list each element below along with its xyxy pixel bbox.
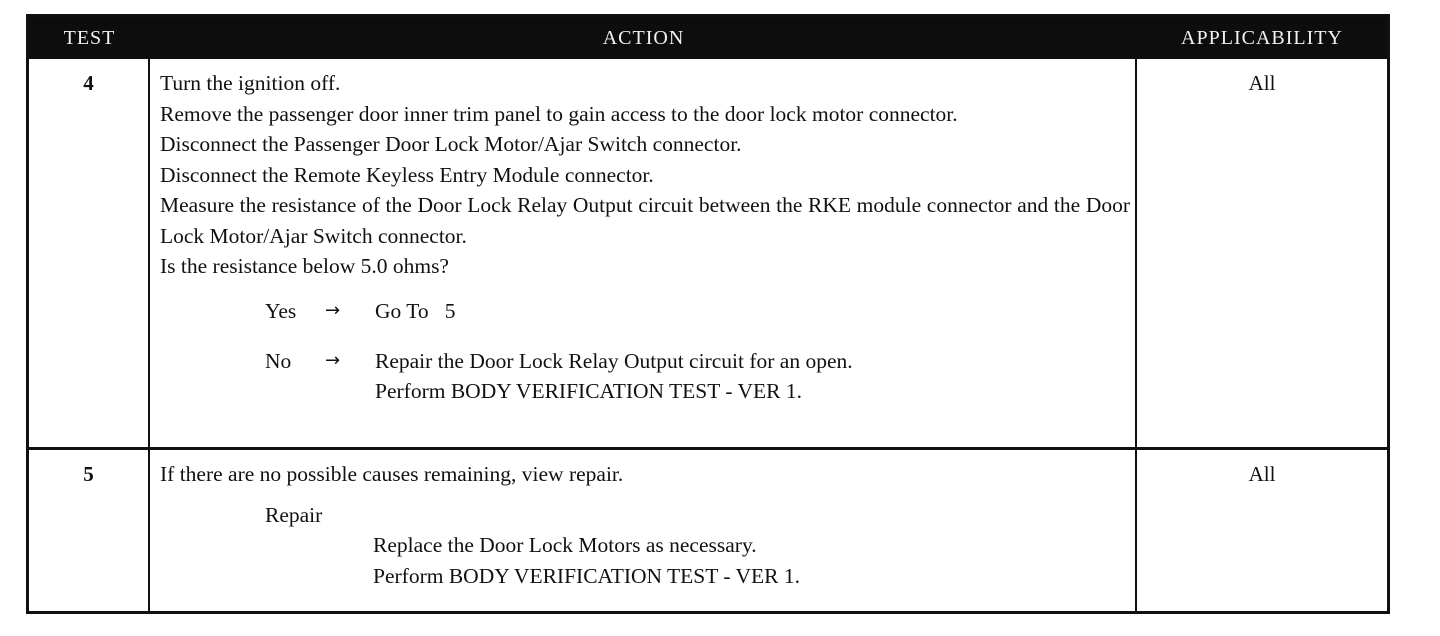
- right-arrow-icon: →: [325, 349, 341, 371]
- yes-branch: [265, 296, 1130, 326]
- applicability-value: All: [1248, 71, 1276, 95]
- no-action: [375, 346, 853, 406]
- decision-branches: [160, 296, 1130, 406]
- test-number: 5: [83, 462, 94, 486]
- table-header: [29, 17, 1387, 59]
- test-number: 4: [83, 71, 94, 95]
- repair-block: [160, 500, 1130, 592]
- right-arrow-icon: →: [325, 299, 341, 321]
- yes-action: Go To 5: [375, 298, 456, 323]
- table-row: [29, 59, 1387, 447]
- action-cell: [160, 59, 1130, 426]
- table-row: [29, 450, 1387, 611]
- yes-label: Yes: [265, 298, 297, 323]
- repair-line: Perform BODY VERIFICATION TEST - VER 1.: [373, 563, 801, 588]
- header-action: ACTION: [602, 27, 685, 49]
- no-action-line: Perform BODY VERIFICATION TEST - VER 1.: [375, 378, 803, 403]
- no-label: No: [265, 348, 292, 373]
- action-cell: [160, 450, 1130, 591]
- action-step: Disconnect the Remote Keyless Entry Module connector.: [160, 162, 654, 187]
- header-applicability: APPLICABILITY: [1181, 27, 1343, 49]
- action-step: Remove the passenger door inner trim panel to gain access to the door lock motor connector.: [160, 101, 958, 126]
- action-step: Measure the resistance of the Door Lock Relay Output circuit between the RKE module connector and the Door Lock Motor/Ajar Switch connector.: [160, 193, 1130, 248]
- applicability-value: All: [1248, 462, 1276, 486]
- repair-line: Replace the Door Lock Motors as necessary.: [373, 533, 757, 557]
- action-question: Is the resistance below 5.0 ohms?: [160, 254, 449, 278]
- repair-label: Repair: [265, 502, 323, 527]
- repair-lines: [265, 530, 1130, 591]
- diagnostic-table: [26, 14, 1390, 614]
- action-step: Disconnect the Passenger Door Lock Motor/Ajar Switch connector.: [160, 132, 742, 156]
- action-step: If there are no possible causes remaining, view repair.: [160, 462, 624, 486]
- header-test: TEST: [63, 27, 116, 49]
- no-action-line: Repair the Door Lock Relay Output circuit for an open.: [375, 348, 853, 373]
- no-branch: [265, 346, 1130, 406]
- action-step: Turn the ignition off.: [160, 71, 341, 95]
